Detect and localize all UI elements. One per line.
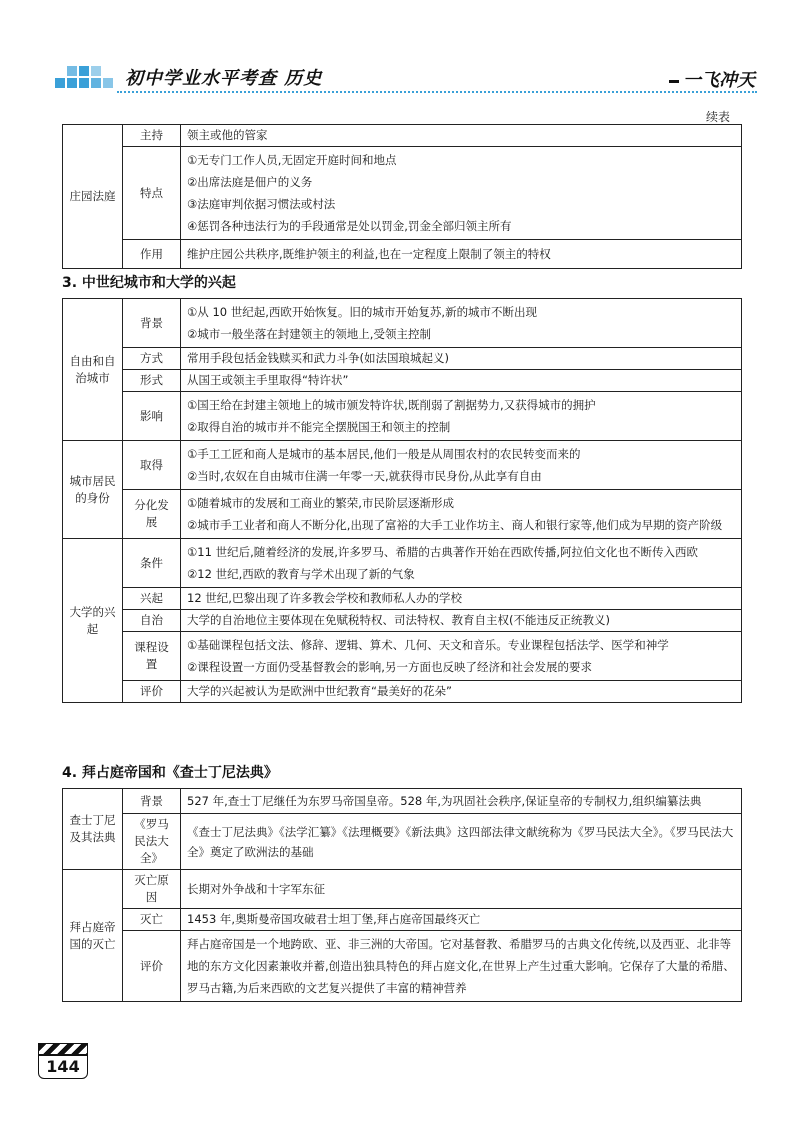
row-label: 方式 [123, 348, 181, 370]
group-cell: 城市居民的身份 [63, 441, 123, 539]
content-line: 大学的兴起被认为是欧洲中世纪教育“最美好的花朵” [187, 684, 452, 698]
content-line: 拜占庭帝国是一个地跨欧、亚、非三洲的大帝国。它对基督教、希腊罗马的古典文化传统,以及西亚、北非等地的东方文化因素兼收并蓄,创造出独具特色的拜占庭文化,在世界上产生过重大影响。它保存了大量的希腊、罗马古籍,为后来西欧的文艺复兴提供了丰富的精神营养 [187, 937, 735, 995]
content-line: ②12 世纪,西欧的教育与学术出现了新的气象 [187, 567, 415, 581]
row-label: 灭亡原因 [123, 870, 181, 909]
row-content [181, 632, 742, 681]
row-label: 特点 [123, 147, 181, 240]
city-university-table [62, 298, 742, 703]
table-row [63, 370, 742, 392]
group-cell: 自由和自治城市 [63, 299, 123, 441]
header-logo-blocks [55, 58, 117, 94]
content-line: ①随着城市的发展和工商业的繁荣,市民阶层逐渐形成 [187, 496, 454, 510]
row-content [181, 147, 742, 240]
row-label: 评价 [123, 931, 181, 1002]
row-label: 形式 [123, 370, 181, 392]
content-line: ②课程设置一方面仍受基督教会的影响,另一方面也反映了经济和社会发展的要求 [187, 660, 592, 674]
row-content [181, 931, 742, 1002]
row-label: 主持 [123, 125, 181, 147]
manor-court-table [62, 124, 742, 269]
table-row [63, 588, 742, 610]
row-label: 条件 [123, 539, 181, 588]
table-row [63, 681, 742, 703]
page-header [55, 58, 755, 98]
row-label: 作用 [123, 240, 181, 269]
content-line: 维护庄园公共秩序,既维护领主的利益,也在一定程度上限制了领主的特权 [187, 246, 551, 261]
row-label: 兴起 [123, 588, 181, 610]
row-content [181, 490, 742, 539]
section-4-title: 4. 拜占庭帝国和《查士丁尼法典》 [62, 765, 278, 781]
row-content [181, 370, 742, 392]
table-row [63, 348, 742, 370]
brand-text: 一飞冲天 [683, 70, 755, 91]
content-line: ②取得自治的城市并不能完全摆脱国王和领主的控制 [187, 420, 451, 434]
table-row [63, 870, 742, 909]
content-line: ①国王给在封建主领地上的城市颁发特许状,既削弱了割据势力,又获得城市的拥护 [187, 398, 596, 412]
row-content [181, 588, 742, 610]
content-line: ①手工工匠和商人是城市的基本居民,他们一般是从周围农村的农民转变而来的 [187, 447, 581, 461]
content-line: ②城市手工业者和商人不断分化,出现了富裕的大手工业作坊主、商人和银行家等,他们成为早期的资产阶级 [187, 518, 723, 532]
row-content [181, 539, 742, 588]
row-label: 自治 [123, 610, 181, 632]
continued-label: 续表 [705, 110, 730, 124]
row-content [181, 348, 742, 370]
content-line: ①11 世纪后,随着经济的发展,许多罗马、希腊的古典著作开始在西欧传播,阿拉伯文化也不断传入西欧 [187, 545, 699, 559]
content-line: 长期对外争战和十字军东征 [187, 881, 325, 896]
row-content [181, 240, 742, 269]
row-label: 背景 [123, 789, 181, 814]
row-label: 评价 [123, 681, 181, 703]
row-label: 《罗马民法大全》 [123, 814, 181, 870]
brand-logo [669, 66, 755, 92]
row-content [181, 610, 742, 632]
table-row [63, 909, 742, 931]
row-content [181, 125, 742, 147]
row-content [181, 392, 742, 441]
table-row [63, 125, 742, 147]
table-row [63, 814, 742, 870]
row-label: 课程设置 [123, 632, 181, 681]
content-line: 从国王或领主手里取得“特许状” [187, 373, 349, 387]
group-cell: 庄园法庭 [63, 125, 123, 269]
content-line: 1453 年,奥斯曼帝国攻破君士坦丁堡,拜占庭帝国最终灭亡 [187, 912, 481, 926]
row-label: 影响 [123, 392, 181, 441]
header-divider [117, 91, 757, 93]
content-line: ③法庭审判依据习惯法或村法 [187, 197, 336, 211]
table-row [63, 441, 742, 490]
table-row [63, 490, 742, 539]
content-line: 常用手段包括金钱赎买和武力斗争(如法国琅城起义) [187, 351, 449, 365]
row-content [181, 909, 742, 931]
book-title: 初中学业水平考查 历史 [125, 68, 323, 89]
content-line: ①基础课程包括文法、修辞、逻辑、算术、几何、天文和音乐。专业课程包括法学、医学和神学 [187, 638, 669, 652]
page-number-badge [38, 1043, 88, 1079]
content-line: ②城市一般坐落在封建领主的领地上,受领主控制 [187, 327, 431, 341]
group-cell: 拜占庭帝国的灭亡 [63, 870, 123, 1002]
section-3-title: 3. 中世纪城市和大学的兴起 [62, 275, 236, 291]
table-row [63, 539, 742, 588]
group-cell: 查士丁尼及其法典 [63, 789, 123, 870]
row-label: 分化发展 [123, 490, 181, 539]
row-content [181, 299, 742, 348]
content-line: 领主或他的管家 [187, 128, 268, 142]
page-number: 144 [38, 1055, 88, 1079]
table-row [63, 789, 742, 814]
row-label: 灭亡 [123, 909, 181, 931]
row-content [181, 441, 742, 490]
content-line: ②出席法庭是佃户的义务 [187, 175, 313, 189]
table-row [63, 610, 742, 632]
content-line: 《查士丁尼法典》《法学汇纂》《法理概要》《新法典》这四部法律文献统称为《罗马民法大全》。《罗马民法大全》奠定了欧洲法的基础 [187, 824, 734, 859]
row-label: 取得 [123, 441, 181, 490]
content-line: ④惩罚各种违法行为的手段通常是处以罚金,罚金全部归领主所有 [187, 219, 512, 233]
table-row [63, 632, 742, 681]
row-label: 背景 [123, 299, 181, 348]
content-line: 12 世纪,巴黎出现了许多教会学校和教师私人办的学校 [187, 591, 462, 605]
content-line: 大学的自治地位主要体现在免赋税特权、司法特权、教育自主权(不能违反正统教义) [187, 613, 610, 627]
content-line: ①从 10 世纪起,西欧开始恢复。旧的城市开始复苏,新的城市不断出现 [187, 305, 538, 319]
row-content [181, 870, 742, 909]
table-row [63, 392, 742, 441]
row-content [181, 789, 742, 814]
table-row [63, 240, 742, 269]
table-row [63, 147, 742, 240]
byzantine-table [62, 788, 742, 1002]
row-content [181, 814, 742, 870]
table-row [63, 931, 742, 1002]
table-row [63, 299, 742, 348]
content-line: 527 年,查士丁尼继任为东罗马帝国皇帝。528 年,为巩固社会秩序,保证皇帝的专制权力,组织编纂法典 [187, 794, 702, 808]
content-line: ②当时,农奴在自由城市住满一年零一天,就获得市民身份,从此享有自由 [187, 469, 542, 483]
clapper-icon [38, 1043, 88, 1055]
content-line: ①无专门工作人员,无固定开庭时间和地点 [187, 153, 397, 167]
group-cell: 大学的兴起 [63, 539, 123, 703]
row-content [181, 681, 742, 703]
